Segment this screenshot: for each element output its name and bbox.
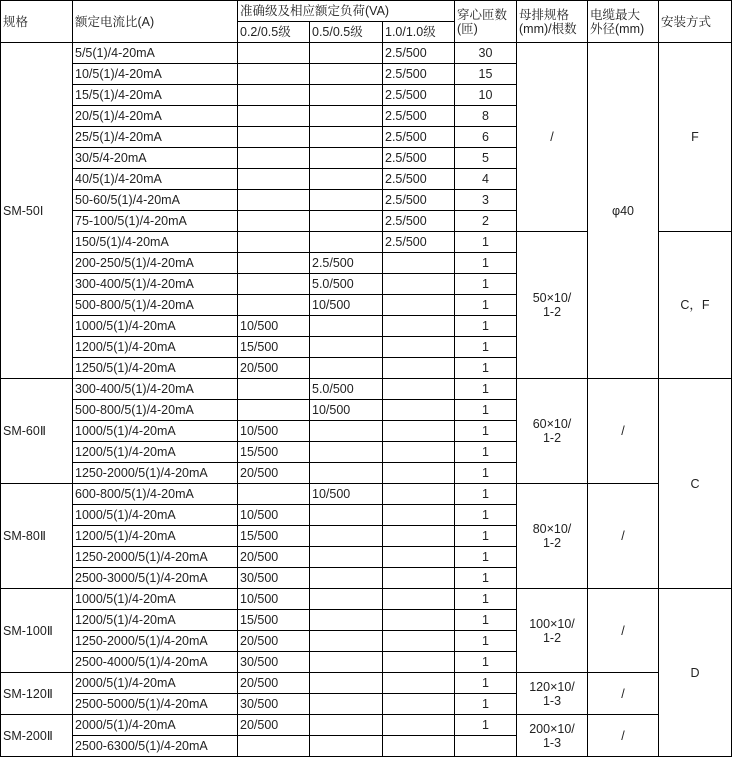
accuracy-02-cell [238, 232, 310, 253]
ratio-cell: 150/5(1)/4-20mA [73, 232, 238, 253]
accuracy-05-cell [310, 127, 383, 148]
accuracy-02-cell: 20/500 [238, 358, 310, 379]
accuracy-02-cell [238, 127, 310, 148]
ratio-cell: 1250-2000/5(1)/4-20mA [73, 547, 238, 568]
ratio-cell: 200-250/5(1)/4-20mA [73, 253, 238, 274]
turns-cell: 1 [455, 610, 517, 631]
ratio-cell: 1000/5(1)/4-20mA [73, 421, 238, 442]
accuracy-02-cell [238, 148, 310, 169]
ratio-cell: 1200/5(1)/4-20mA [73, 610, 238, 631]
table-row [1, 673, 732, 694]
busbar-cell: 120×10/ 1-3 [517, 673, 588, 715]
cable-diameter-cell: / [588, 673, 659, 715]
turns-cell: 3 [455, 190, 517, 211]
accuracy-02-cell: 20/500 [238, 463, 310, 484]
ratio-cell: 1000/5(1)/4-20mA [73, 316, 238, 337]
accuracy-10-cell: 2.5/500 [383, 85, 455, 106]
header-accuracy-02: 0.2/0.5级 [238, 22, 310, 43]
header-accuracy-05: 0.5/0.5级 [310, 22, 383, 43]
accuracy-05-cell [310, 169, 383, 190]
header-accuracy-group: 准确级及相应额定负荷(VA) [238, 1, 455, 22]
accuracy-10-cell [383, 715, 455, 736]
accuracy-10-cell [383, 694, 455, 715]
turns-cell: 30 [455, 43, 517, 64]
model-cell: SM-80Ⅱ [1, 484, 73, 589]
accuracy-10-cell [383, 568, 455, 589]
accuracy-02-cell [238, 43, 310, 64]
cable-diameter-cell: / [588, 589, 659, 673]
ratio-cell: 300-400/5(1)/4-20mA [73, 379, 238, 400]
header-mount: 安装方式 [659, 1, 732, 43]
mount-cell: C，F [659, 232, 732, 379]
turns-cell: 1 [455, 358, 517, 379]
accuracy-02-cell [238, 85, 310, 106]
accuracy-10-cell: 2.5/500 [383, 64, 455, 85]
accuracy-05-cell [310, 211, 383, 232]
accuracy-05-cell [310, 547, 383, 568]
accuracy-10-cell: 2.5/500 [383, 148, 455, 169]
accuracy-05-cell [310, 631, 383, 652]
busbar-cell: 50×10/ 1-2 [517, 232, 588, 379]
ratio-cell: 300-400/5(1)/4-20mA [73, 274, 238, 295]
accuracy-02-cell: 20/500 [238, 715, 310, 736]
accuracy-10-cell [383, 421, 455, 442]
model-cell: SM-50I [1, 43, 73, 379]
accuracy-02-cell: 15/500 [238, 526, 310, 547]
ratio-cell: 2500-5000/5(1)/4-20mA [73, 694, 238, 715]
accuracy-10-cell [383, 274, 455, 295]
accuracy-05-cell [310, 337, 383, 358]
ratio-cell: 500-800/5(1)/4-20mA [73, 400, 238, 421]
turns-cell: 1 [455, 337, 517, 358]
turns-cell: 10 [455, 85, 517, 106]
accuracy-05-cell: 10/500 [310, 295, 383, 316]
accuracy-10-cell [383, 610, 455, 631]
accuracy-02-cell [238, 106, 310, 127]
header-ratio: 额定电流比(A) [73, 1, 238, 43]
accuracy-05-cell [310, 64, 383, 85]
ratio-cell: 20/5(1)/4-20mA [73, 106, 238, 127]
accuracy-05-cell [310, 610, 383, 631]
ratio-cell: 500-800/5(1)/4-20mA [73, 295, 238, 316]
accuracy-10-cell [383, 652, 455, 673]
accuracy-05-cell [310, 421, 383, 442]
model-cell: SM-200Ⅱ [1, 715, 73, 757]
accuracy-05-cell [310, 736, 383, 757]
header-turns [455, 1, 517, 43]
ratio-cell: 1200/5(1)/4-20mA [73, 337, 238, 358]
ratio-cell: 40/5(1)/4-20mA [73, 169, 238, 190]
accuracy-10-cell: 2.5/500 [383, 127, 455, 148]
turns-cell: 1 [455, 652, 517, 673]
accuracy-05-cell: 10/500 [310, 400, 383, 421]
busbar-cell: 60×10/ 1-2 [517, 379, 588, 484]
turns-cell: 1 [455, 484, 517, 505]
accuracy-02-cell: 15/500 [238, 337, 310, 358]
accuracy-10-cell [383, 358, 455, 379]
ratio-cell: 1250-2000/5(1)/4-20mA [73, 463, 238, 484]
mount-cell: D [659, 589, 732, 757]
model-cell: SM-120Ⅱ [1, 673, 73, 715]
turns-cell: 1 [455, 673, 517, 694]
accuracy-02-cell [238, 274, 310, 295]
busbar-cell: 100×10/ 1-2 [517, 589, 588, 673]
header-spec: 规格 [1, 1, 73, 43]
accuracy-10-cell [383, 442, 455, 463]
accuracy-05-cell [310, 589, 383, 610]
ratio-cell: 2000/5(1)/4-20mA [73, 673, 238, 694]
accuracy-10-cell [383, 316, 455, 337]
accuracy-05-cell [310, 43, 383, 64]
table-body [1, 43, 732, 757]
cable-diameter-cell: / [588, 379, 659, 484]
turns-cell: 1 [455, 400, 517, 421]
accuracy-10-cell [383, 463, 455, 484]
table-row [1, 715, 732, 736]
accuracy-02-cell: 20/500 [238, 673, 310, 694]
header-cable-line1: 电缆最大 [590, 7, 641, 22]
turns-cell: 1 [455, 526, 517, 547]
ratio-cell: 30/5/4-20mA [73, 148, 238, 169]
accuracy-05-cell [310, 358, 383, 379]
accuracy-02-cell [238, 169, 310, 190]
accuracy-02-cell [238, 190, 310, 211]
header-busbar [517, 1, 588, 43]
accuracy-10-cell [383, 337, 455, 358]
accuracy-10-cell [383, 379, 455, 400]
accuracy-10-cell: 2.5/500 [383, 232, 455, 253]
accuracy-10-cell [383, 484, 455, 505]
header-cable-line2: 外径(mm) [590, 21, 645, 36]
accuracy-05-cell [310, 442, 383, 463]
accuracy-05-cell [310, 190, 383, 211]
accuracy-10-cell: 2.5/500 [383, 190, 455, 211]
accuracy-02-cell: 10/500 [238, 505, 310, 526]
mount-cell: C [659, 379, 732, 589]
model-cell: SM-100Ⅱ [1, 589, 73, 673]
turns-cell: 1 [455, 379, 517, 400]
turns-cell: 5 [455, 148, 517, 169]
turns-cell: 8 [455, 106, 517, 127]
table-header [1, 1, 732, 43]
turns-cell: 1 [455, 589, 517, 610]
ratio-cell: 1250-2000/5(1)/4-20mA [73, 631, 238, 652]
accuracy-02-cell: 30/500 [238, 568, 310, 589]
turns-cell: 1 [455, 505, 517, 526]
accuracy-02-cell [238, 253, 310, 274]
accuracy-02-cell [238, 295, 310, 316]
turns-cell: 1 [455, 568, 517, 589]
accuracy-02-cell: 10/500 [238, 421, 310, 442]
ratio-cell: 10/5(1)/4-20mA [73, 64, 238, 85]
accuracy-05-cell: 10/500 [310, 484, 383, 505]
turns-cell: 1 [455, 274, 517, 295]
turns-cell: 1 [455, 253, 517, 274]
turns-cell: 1 [455, 421, 517, 442]
turns-cell: 15 [455, 64, 517, 85]
accuracy-10-cell: 2.5/500 [383, 169, 455, 190]
turns-cell: 1 [455, 715, 517, 736]
accuracy-02-cell [238, 64, 310, 85]
accuracy-10-cell [383, 400, 455, 421]
accuracy-02-cell: 20/500 [238, 631, 310, 652]
turns-cell [455, 736, 517, 757]
turns-cell: 1 [455, 232, 517, 253]
accuracy-02-cell: 15/500 [238, 442, 310, 463]
table-row [1, 43, 732, 64]
model-cell: SM-60Ⅱ [1, 379, 73, 484]
ratio-cell: 2500-4000/5(1)/4-20mA [73, 652, 238, 673]
table-row [1, 379, 732, 400]
ratio-cell: 2500-6300/5(1)/4-20mA [73, 736, 238, 757]
accuracy-02-cell [238, 379, 310, 400]
accuracy-10-cell: 2.5/500 [383, 106, 455, 127]
header-cable [588, 1, 659, 43]
ratio-cell: 1000/5(1)/4-20mA [73, 589, 238, 610]
turns-cell: 1 [455, 694, 517, 715]
accuracy-05-cell [310, 652, 383, 673]
cable-diameter-cell: / [588, 715, 659, 757]
ratio-cell: 15/5(1)/4-20mA [73, 85, 238, 106]
accuracy-05-cell: 2.5/500 [310, 253, 383, 274]
turns-cell: 1 [455, 631, 517, 652]
table-row [1, 589, 732, 610]
accuracy-10-cell: 2.5/500 [383, 211, 455, 232]
accuracy-10-cell [383, 253, 455, 274]
accuracy-05-cell [310, 148, 383, 169]
ratio-cell: 1000/5(1)/4-20mA [73, 505, 238, 526]
accuracy-10-cell: 2.5/500 [383, 43, 455, 64]
busbar-cell: 200×10/ 1-3 [517, 715, 588, 757]
busbar-cell: / [517, 43, 588, 232]
accuracy-10-cell [383, 589, 455, 610]
header-turns-line1: 穿心匝数 [457, 7, 508, 22]
accuracy-05-cell: 5.0/500 [310, 379, 383, 400]
accuracy-05-cell [310, 232, 383, 253]
turns-cell: 1 [455, 442, 517, 463]
accuracy-10-cell [383, 736, 455, 757]
ratio-cell: 1250/5(1)/4-20mA [73, 358, 238, 379]
header-busbar-line1: 母排规格 [519, 7, 570, 22]
accuracy-02-cell: 10/500 [238, 589, 310, 610]
accuracy-05-cell [310, 568, 383, 589]
accuracy-05-cell [310, 526, 383, 547]
ratio-cell: 2000/5(1)/4-20mA [73, 715, 238, 736]
accuracy-05-cell [310, 463, 383, 484]
ratio-cell: 5/5(1)/4-20mA [73, 43, 238, 64]
turns-cell: 1 [455, 295, 517, 316]
header-turns-line2: (匝) [457, 21, 478, 36]
accuracy-10-cell [383, 505, 455, 526]
accuracy-05-cell [310, 694, 383, 715]
accuracy-05-cell [310, 316, 383, 337]
accuracy-02-cell: 20/500 [238, 547, 310, 568]
header-accuracy-10: 1.0/1.0级 [383, 22, 455, 43]
turns-cell: 2 [455, 211, 517, 232]
accuracy-05-cell [310, 106, 383, 127]
ratio-cell: 600-800/5(1)/4-20mA [73, 484, 238, 505]
accuracy-02-cell: 10/500 [238, 316, 310, 337]
turns-cell: 6 [455, 127, 517, 148]
header-busbar-line2: (mm)/根数 [519, 21, 577, 36]
accuracy-10-cell [383, 631, 455, 652]
mount-cell: F [659, 43, 732, 232]
ratio-cell: 75-100/5(1)/4-20mA [73, 211, 238, 232]
accuracy-05-cell [310, 85, 383, 106]
accuracy-10-cell [383, 547, 455, 568]
ratio-cell: 1200/5(1)/4-20mA [73, 526, 238, 547]
turns-cell: 1 [455, 316, 517, 337]
accuracy-02-cell [238, 484, 310, 505]
accuracy-10-cell [383, 673, 455, 694]
accuracy-05-cell [310, 673, 383, 694]
ratio-cell: 50-60/5(1)/4-20mA [73, 190, 238, 211]
cable-diameter-cell: / [588, 484, 659, 589]
ratio-cell: 2500-3000/5(1)/4-20mA [73, 568, 238, 589]
accuracy-02-cell [238, 736, 310, 757]
ratio-cell: 25/5(1)/4-20mA [73, 127, 238, 148]
turns-cell: 1 [455, 547, 517, 568]
cable-diameter-cell: φ40 [588, 43, 659, 379]
busbar-cell: 80×10/ 1-2 [517, 484, 588, 589]
turns-cell: 1 [455, 463, 517, 484]
ratio-cell: 1200/5(1)/4-20mA [73, 442, 238, 463]
accuracy-02-cell: 30/500 [238, 694, 310, 715]
accuracy-02-cell [238, 211, 310, 232]
accuracy-05-cell: 5.0/500 [310, 274, 383, 295]
accuracy-05-cell [310, 505, 383, 526]
accuracy-05-cell [310, 715, 383, 736]
accuracy-02-cell: 15/500 [238, 610, 310, 631]
accuracy-10-cell [383, 295, 455, 316]
table-row [1, 484, 732, 505]
accuracy-10-cell [383, 526, 455, 547]
accuracy-02-cell: 30/500 [238, 652, 310, 673]
accuracy-02-cell [238, 400, 310, 421]
turns-cell: 4 [455, 169, 517, 190]
